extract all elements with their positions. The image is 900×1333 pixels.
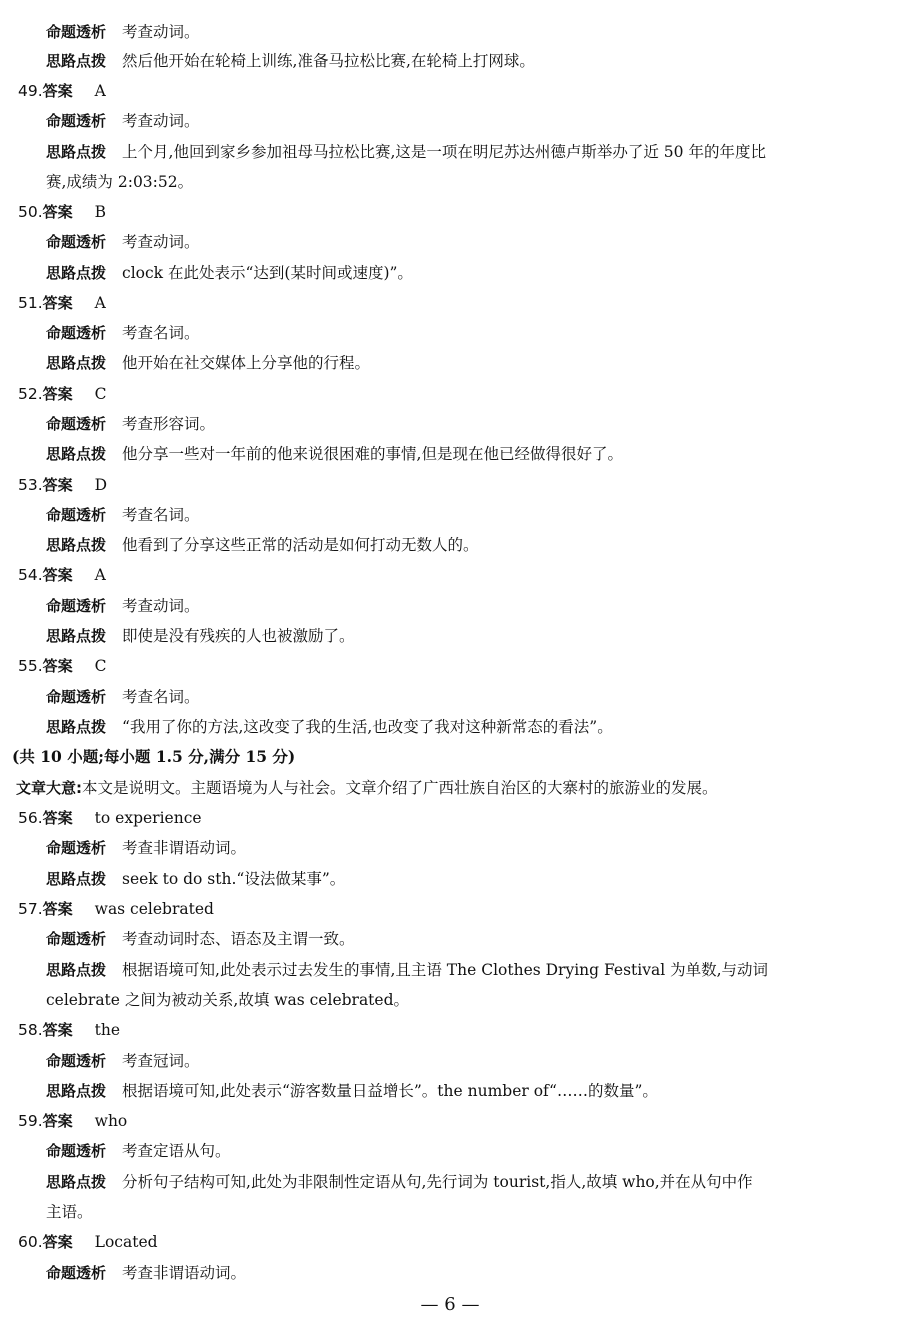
- analysis-label: 命题透析: [46, 506, 107, 524]
- answer-label: 答案: [42, 294, 73, 312]
- analysis-text: 考查名词。: [122, 506, 200, 524]
- analysis-text: 考查动词。: [122, 23, 200, 41]
- analysis-label: 命题透析: [46, 597, 107, 615]
- answer-label: 答案: [42, 476, 73, 494]
- hint-line-53: [0, 531, 900, 559]
- summary-line: [0, 774, 900, 802]
- hint-line-49: [0, 138, 900, 166]
- answer-value: A: [94, 294, 106, 312]
- hint-line-58: [0, 1077, 900, 1105]
- hint-label: 思路点拨: [46, 718, 107, 736]
- hint-continuation-57: [0, 986, 900, 1014]
- answer-line-49: [0, 77, 900, 105]
- hint-line-59: [0, 1168, 900, 1196]
- answer-value: who: [94, 1112, 128, 1130]
- question-number: 59.: [18, 1112, 43, 1130]
- summary-label: 文章大意:: [16, 779, 82, 797]
- hint-label: 思路点拨: [46, 536, 107, 554]
- question-number: 60.: [18, 1233, 43, 1251]
- analysis-line-51: [0, 319, 900, 347]
- hint-text: seek to do sth.“设法做某事”。: [122, 870, 346, 888]
- hint-label: 思路点拨: [46, 1173, 107, 1191]
- section-title: (共 10 小题;每小题 1.5 分,满分 15 分): [12, 747, 296, 766]
- analysis-line-58: [0, 1047, 900, 1075]
- answer-label: 答案: [42, 657, 73, 675]
- answer-value: D: [94, 476, 108, 494]
- hint-text: clock 在此处表示“达到(某时间或速度)”。: [122, 264, 413, 282]
- answer-label: 答案: [42, 203, 73, 221]
- hint-continuation-59: [0, 1198, 900, 1226]
- question-number: 57.: [18, 900, 43, 918]
- hint-text: 他看到了分享这些正常的活动是如何打动无数人的。: [122, 536, 479, 554]
- analysis-label: 命题透析: [46, 112, 107, 130]
- answer-label: 答案: [42, 1021, 73, 1039]
- analysis-text: 考查动词。: [122, 597, 200, 615]
- answer-label: 答案: [42, 900, 73, 918]
- analysis-text: 考查动词。: [122, 233, 200, 251]
- question-number: 49.: [18, 82, 43, 100]
- hint-text-continued: celebrate 之间为被动关系,故填 was celebrated。: [46, 991, 410, 1009]
- analysis-text: 考查定语从句。: [122, 1142, 231, 1160]
- answer-value: C: [94, 657, 107, 675]
- hint-text: 即使是没有残疾的人也被激励了。: [122, 627, 355, 645]
- hint-label: 思路点拨: [46, 354, 107, 372]
- answer-value: to experience: [94, 809, 202, 827]
- answer-label: 答案: [42, 809, 73, 827]
- analysis-label: 命题透析: [46, 930, 107, 948]
- hint-label: 思路点拨: [46, 961, 107, 979]
- hint-line-51: [0, 349, 900, 377]
- analysis-label: 命题透析: [46, 1142, 107, 1160]
- question-number: 56.: [18, 809, 43, 827]
- question-number: 50.: [18, 203, 43, 221]
- answer-line-51: [0, 289, 900, 317]
- analysis-text: 考查冠词。: [122, 1052, 200, 1070]
- answer-value: A: [94, 82, 106, 100]
- summary-text: 本文是说明文。主题语境为人与社会。文章介绍了广西壮族自治区的大寨村的旅游业的发展。: [82, 779, 718, 797]
- answer-value: B: [94, 203, 107, 221]
- hint-line: [0, 47, 900, 75]
- analysis-label: 命题透析: [46, 1052, 107, 1070]
- answer-line-55: [0, 652, 900, 680]
- answer-value: C: [94, 385, 107, 403]
- hint-label: 思路点拨: [46, 870, 107, 888]
- answer-label: 答案: [42, 1112, 73, 1130]
- answer-line-50: [0, 198, 900, 226]
- answer-line-52: [0, 380, 900, 408]
- hint-line-52: [0, 440, 900, 468]
- analysis-text: 考查动词。: [122, 112, 200, 130]
- hint-line-54: [0, 622, 900, 650]
- analysis-label: 命题透析: [46, 688, 107, 706]
- question-number: 53.: [18, 476, 43, 494]
- hint-text: 他分享一些对一年前的他来说很困难的事情,但是现在他已经做得很好了。: [122, 445, 623, 463]
- hint-label: 思路点拨: [46, 627, 107, 645]
- answer-line-58: [0, 1016, 900, 1044]
- analysis-label: 命题透析: [46, 23, 107, 41]
- question-number: 51.: [18, 294, 43, 312]
- hint-label: 思路点拨: [46, 1082, 107, 1100]
- answer-line-57: [0, 895, 900, 923]
- answer-line-53: [0, 471, 900, 499]
- hint-text: 根据语境可知,此处表示“游客数量日益增长”。the number of“……的数量”。: [122, 1082, 658, 1100]
- analysis-label: 命题透析: [46, 839, 107, 857]
- analysis-text: 考查非谓语动词。: [122, 1264, 247, 1282]
- question-number: 52.: [18, 385, 43, 403]
- hint-label: 思路点拨: [46, 445, 107, 463]
- hint-label: 思路点拨: [46, 143, 107, 161]
- answer-value: was celebrated: [94, 900, 214, 918]
- hint-line-50: [0, 259, 900, 287]
- hint-text: 然后他开始在轮椅上训练,准备马拉松比赛,在轮椅上打网球。: [122, 52, 535, 70]
- analysis-label: 命题透析: [46, 1264, 107, 1282]
- analysis-line-49: [0, 107, 900, 135]
- hint-continuation-49: [0, 168, 900, 196]
- analysis-line-52: [0, 410, 900, 438]
- hint-label: 思路点拨: [46, 52, 107, 70]
- analysis-label: 命题透析: [46, 324, 107, 342]
- answer-line-56: [0, 804, 900, 832]
- hint-line-55: [0, 713, 900, 741]
- question-number: 54.: [18, 566, 43, 584]
- question-number: 58.: [18, 1021, 43, 1039]
- analysis-label: 命题透析: [46, 233, 107, 251]
- hint-text: 分析句子结构可知,此处为非限制性定语从句,先行词为 tourist,指人,故填 who,并在从句中作: [122, 1173, 753, 1191]
- hint-text: 上个月,他回到家乡参加祖母马拉松比赛,这是一项在明尼苏达州德卢斯举办了近 50 年的年度比: [122, 143, 766, 161]
- hint-text-continued: 主语。: [46, 1203, 93, 1221]
- answer-label: 答案: [42, 385, 73, 403]
- analysis-line-59: [0, 1137, 900, 1165]
- analysis-text: 考查名词。: [122, 324, 200, 342]
- answer-line-54: [0, 561, 900, 589]
- analysis-line-60: [0, 1259, 900, 1287]
- hint-text: 根据语境可知,此处表示过去发生的事情,且主语 The Clothes Drying Festival 为单数,与动词: [122, 961, 769, 979]
- page-number: — 6 —: [420, 1294, 480, 1315]
- analysis-text: 考查名词。: [122, 688, 200, 706]
- hint-text: “我用了你的方法,这改变了我的生活,也改变了我对这种新常态的看法”。: [122, 718, 613, 736]
- analysis-line-50: [0, 228, 900, 256]
- analysis-line-53: [0, 501, 900, 529]
- analysis-line-56: [0, 834, 900, 862]
- hint-text: 他开始在社交媒体上分享他的行程。: [122, 354, 371, 372]
- answer-line-59: [0, 1107, 900, 1135]
- analysis-label: 命题透析: [46, 415, 107, 433]
- analysis-line-54: [0, 592, 900, 620]
- hint-line-56: [0, 865, 900, 893]
- analysis-text: 考查非谓语动词。: [122, 839, 247, 857]
- analysis-line: [0, 18, 900, 46]
- section-header: [0, 743, 900, 771]
- hint-label: 思路点拨: [46, 264, 107, 282]
- answer-label: 答案: [42, 82, 73, 100]
- answer-label: 答案: [42, 1233, 73, 1251]
- analysis-text: 考查形容词。: [122, 415, 216, 433]
- question-number: 55.: [18, 657, 43, 675]
- analysis-line-55: [0, 683, 900, 711]
- answer-value: Located: [94, 1233, 158, 1251]
- hint-line-57: [0, 956, 900, 984]
- analysis-line-57: [0, 925, 900, 953]
- answer-line-60: [0, 1228, 900, 1256]
- answer-value: A: [94, 566, 106, 584]
- answer-value: the: [94, 1021, 121, 1039]
- analysis-text: 考查动词时态、语态及主谓一致。: [122, 930, 355, 948]
- hint-text-continued: 赛,成绩为 2:03:52。: [46, 173, 194, 191]
- answer-label: 答案: [42, 566, 73, 584]
